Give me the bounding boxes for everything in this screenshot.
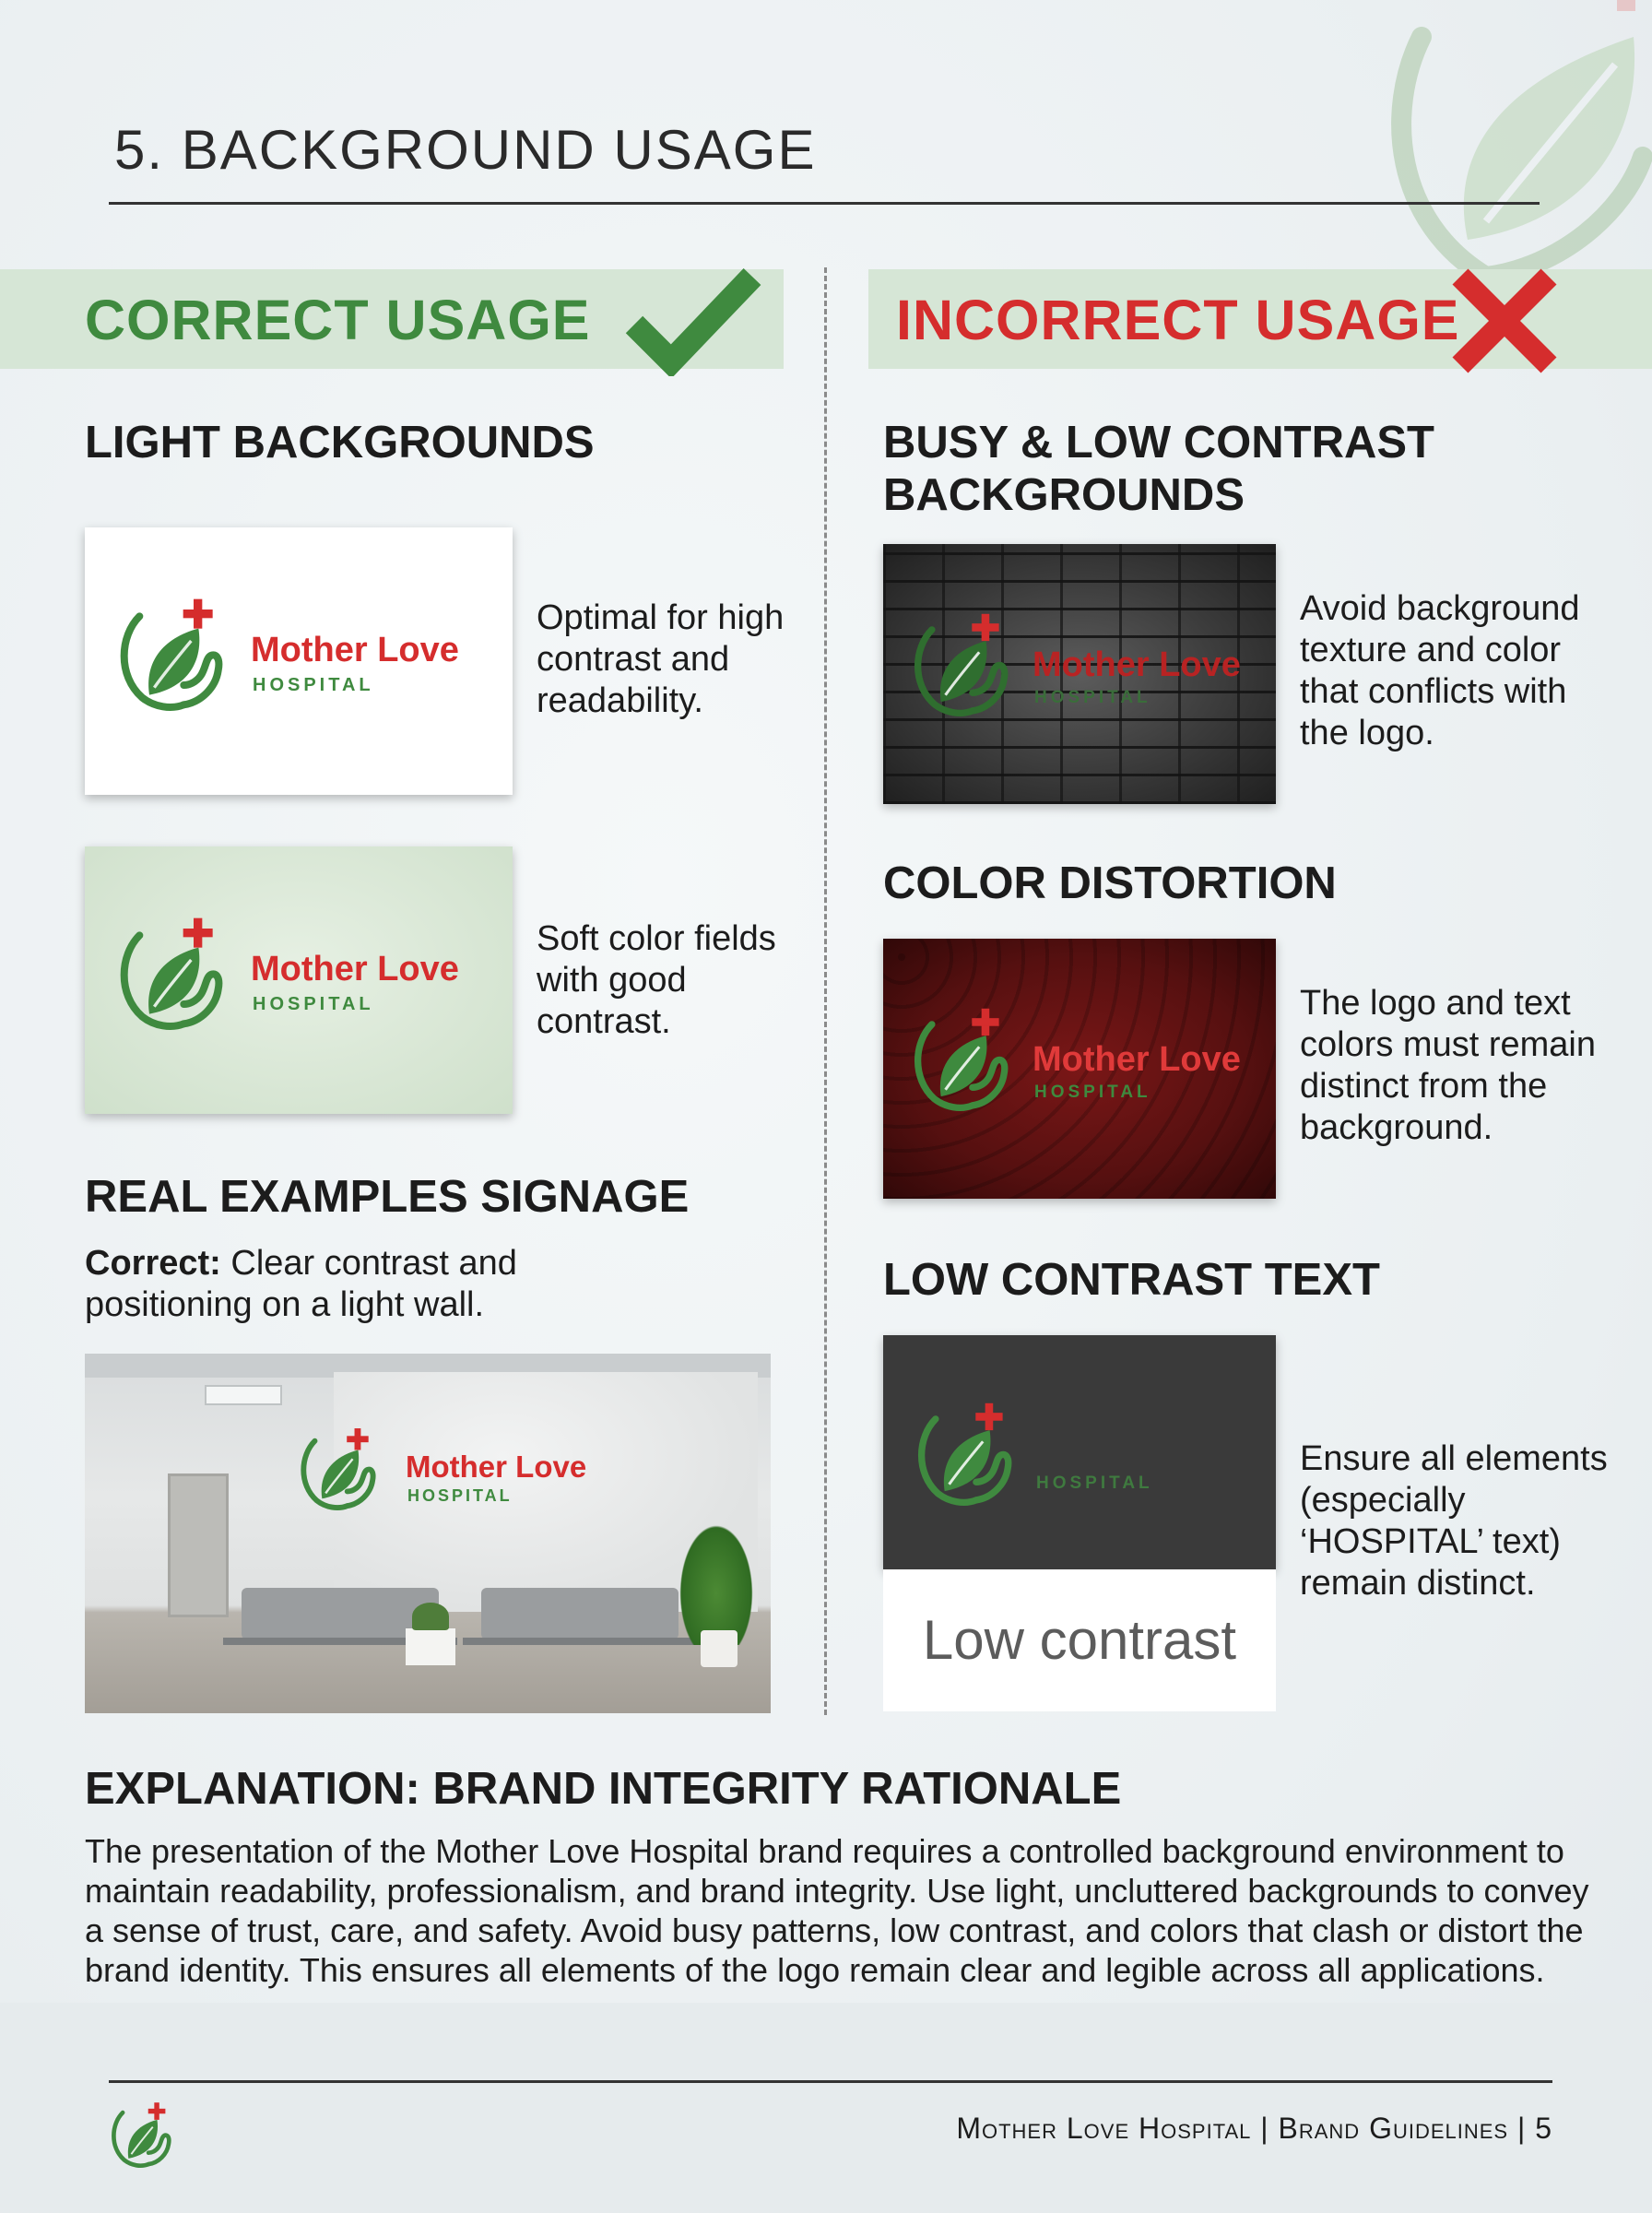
color-distortion-heading: COLOR DISTORTION <box>883 858 1337 908</box>
hand-leaf-logo-icon <box>295 1426 376 1514</box>
signage-label: Correct: <box>85 1244 221 1283</box>
logo-subtitle: HOSPITAL <box>1034 688 1151 707</box>
signage-photo <box>85 1354 771 1713</box>
low-contrast-heading: LOW CONTRAST TEXT <box>883 1255 1380 1305</box>
logo-subtitle: HOSPITAL <box>1034 1083 1151 1102</box>
check-icon <box>623 266 761 376</box>
hand-leaf-logo-icon <box>112 596 223 716</box>
logo-subtitle: HOSPITAL <box>1036 1473 1153 1493</box>
potted-plant <box>675 1516 758 1645</box>
logo-name: Mother Love <box>1032 1040 1241 1079</box>
hand-leaf-logo-icon <box>112 915 223 1035</box>
low-contrast-description: Ensure all elements (especially ‘HOSPITAL’ text) remain distinct. <box>1300 1439 1608 1603</box>
dark-background-example <box>883 1335 1276 1569</box>
incorrect-usage-label: INCORRECT USAGE <box>896 289 1460 351</box>
page-title: 5. BACKGROUND USAGE <box>114 119 817 181</box>
soft-color-background-example <box>85 846 513 1114</box>
footer-rule <box>109 2080 1552 2083</box>
logo-subtitle: HOSPITAL <box>407 1486 513 1505</box>
correct-usage-label: CORRECT USAGE <box>85 289 591 351</box>
light-backgrounds-heading: LIGHT BACKGROUNDS <box>85 418 595 467</box>
ceiling-light <box>205 1385 282 1405</box>
logo-name: Mother Love <box>251 631 459 669</box>
cross-icon <box>1447 264 1562 378</box>
signage-heading: REAL EXAMPLES SIGNAGE <box>85 1172 690 1222</box>
logo-name: Mother Love <box>406 1450 587 1484</box>
soft-color-description: Soft color fields with good contrast. <box>537 919 776 1041</box>
logo-name: Mother Love <box>251 950 459 988</box>
logo-subtitle: HOSPITAL <box>253 675 374 695</box>
light-background-description: Optimal for high contrast and readability. <box>537 598 785 720</box>
footer-logo-icon <box>107 2101 171 2171</box>
signage-text: Clear contrast and positioning on a light wall. <box>85 1244 517 1324</box>
hand-leaf-logo-icon <box>911 1400 1012 1510</box>
doorway <box>168 1473 229 1617</box>
chair-bench-right <box>463 1638 697 1645</box>
footer-band <box>0 2003 1652 2213</box>
small-plant <box>412 1603 449 1630</box>
light-background-example <box>85 527 513 795</box>
low-contrast-label: Low contrast <box>922 1609 1237 1671</box>
footer-text: Mother Love Hospital | Brand Guidelines | 5 <box>956 2112 1552 2145</box>
brick-background-example <box>883 544 1276 804</box>
red-pattern-background-example <box>883 939 1276 1199</box>
explanation-heading: EXPLANATION: BRAND INTEGRITY RATIONALE <box>85 1764 1122 1814</box>
waiting-chairs-right <box>481 1588 678 1639</box>
hand-leaf-logo-icon <box>907 1005 1009 1116</box>
hand-leaf-logo-icon <box>907 610 1009 721</box>
title-rule <box>109 202 1540 205</box>
explanation-body: The presentation of the Mother Love Hospital brand requires a controlled background environment to maintain readability, professionalism, and brand integrity. Use light, uncluttered backgrounds to convey a sense of trust, care, and safety. Avoid busy patterns, low contrast, and colors that clash or distort the brand identity. This ensures all elements of the logo remain clear and legible across all applications. <box>85 1832 1589 1989</box>
plant-pot <box>701 1630 738 1667</box>
color-distortion-description: The logo and text colors must remain distinct from the background. <box>1300 984 1596 1147</box>
signage-description <box>85 1243 601 1326</box>
busy-background-description: Avoid background texture and color that conflicts with the logo. <box>1300 589 1580 752</box>
column-divider <box>824 267 827 1715</box>
logo-name: Mother Love <box>1032 645 1241 684</box>
busy-background-heading: BUSY & LOW CONTRAST BACKGROUNDS <box>883 418 1434 520</box>
hand-leaf-watermark-icon <box>1366 0 1652 295</box>
side-table <box>406 1628 455 1665</box>
low-contrast-sample <box>883 1569 1276 1711</box>
logo-subtitle: HOSPITAL <box>253 994 374 1014</box>
